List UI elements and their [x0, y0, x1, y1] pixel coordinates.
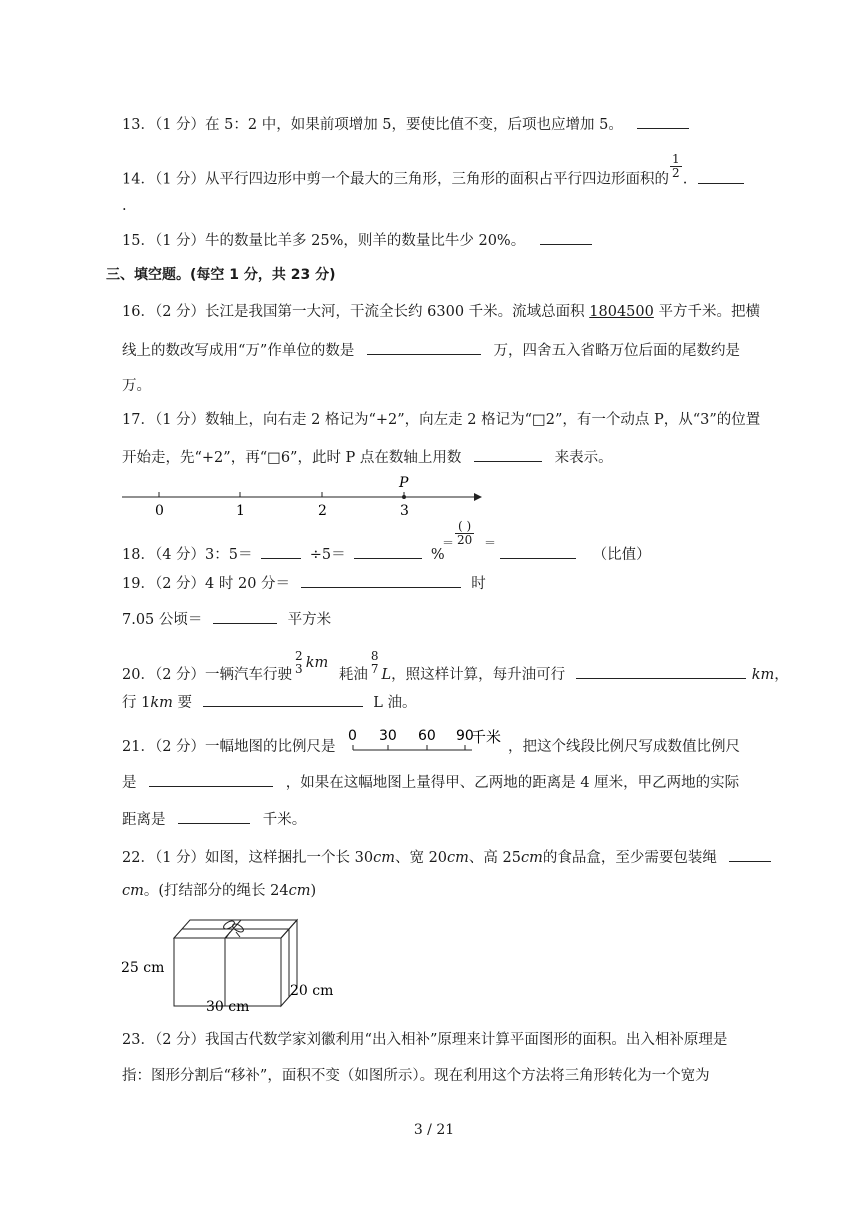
question-13 — [122, 114, 689, 135]
tick-label-1: 1 — [236, 503, 245, 519]
box-width-label: 20 cm — [290, 983, 334, 999]
tick-label-2: 2 — [318, 503, 327, 519]
answer-blank[interactable] — [354, 544, 422, 559]
answer-blank[interactable] — [698, 169, 744, 184]
box-height-label: 25 cm — [121, 960, 165, 976]
question-22-line-1: 22．（1 分）如图，这样捆扎一个长 30cm、宽 20cm、高 25cm的食品盒，至少需要包装绳 — [122, 847, 771, 868]
box-front-face — [174, 938, 281, 1006]
question-22-line-2: cm。(打结部分的绳长 24cm) — [122, 883, 317, 899]
question-19-line-1: 19．（2 分）4 时 20 分＝ 时 — [122, 573, 486, 594]
page-number: 3 / 21 — [413, 1122, 455, 1138]
question-15-text: 15．（1 分）牛的数量比羊多 25%，则羊的数量比牛少 20%。 — [122, 233, 526, 249]
question-15 — [122, 230, 592, 251]
tick-label-0: 0 — [155, 503, 164, 519]
answer-blank[interactable] — [474, 447, 542, 462]
answer-blank[interactable] — [178, 809, 250, 824]
section-heading: 三、填空题。(每空 1 分，共 23 分) — [106, 267, 336, 283]
question-19-line-2: 7.05 公顷＝ 平方米 — [122, 609, 331, 630]
answer-blank[interactable] — [367, 340, 481, 355]
question-21-line-1-tail: ，把这个线段比例尺写成数值比例尺 — [508, 739, 740, 755]
answer-blank[interactable] — [540, 230, 592, 245]
question-21-line-1: 21．（2 分）一幅地图的比例尺是 — [122, 739, 336, 755]
question-14-tail: . — [122, 198, 127, 214]
scale-bar-figure — [342, 723, 512, 763]
answer-blank[interactable] — [203, 692, 363, 707]
number-line-figure — [118, 470, 488, 520]
question-16-line-3: 万。 — [122, 378, 151, 394]
fraction-one-half: $\frac{1}{2}$ — [672, 152, 680, 180]
tick-label-3: 3 — [400, 503, 409, 519]
question-23-line-2: 指：图形分割后“移补”，面积不变（如图所示）。现在利用这个方法将三角形转化为一个宽为 — [122, 1068, 710, 1084]
question-21-line-3: 距离是 千米。 — [122, 809, 306, 830]
answer-blank[interactable] — [729, 847, 771, 862]
question-20-line-2: 行 1km 要 L 油。 — [122, 692, 416, 713]
answer-blank[interactable] — [149, 772, 273, 787]
point-p-marker — [402, 495, 406, 499]
fraction-eight-sevenths: 8 7 — [370, 649, 379, 676]
question-17-line-2: 开始走，先“+2”，再“□6”，此时 P 点在数轴上用数 来表示。 — [122, 447, 613, 468]
answer-blank[interactable] — [637, 114, 689, 129]
question-16-line-1: 16．（2 分）长江是我国第一大河，干流全长约 6300 千米。流域总面积 1804500 平方千米。把横 — [122, 304, 760, 320]
scale-label-30: 30 — [379, 728, 397, 744]
answer-blank[interactable] — [301, 573, 461, 588]
scale-label-90: 90 — [456, 728, 474, 744]
box-length-label: 30 cm — [206, 999, 250, 1015]
question-16-line-2: 线上的数改写成用“万”作单位的数是 万，四舍五入省略万位后面的尾数约是 — [122, 340, 740, 361]
underlined-number: 1804500 — [589, 304, 654, 320]
tied-box-figure — [118, 908, 348, 1018]
answer-blank[interactable] — [261, 544, 301, 559]
question-14: 14．（1 分）从平行四边形中剪一个最大的三角形，三角形的面积占平行四边形面积的 $\frac{1}{2}$ . — [122, 166, 744, 193]
question-20-line-1: 20．（2 分）一辆汽车行驶 2 3 km 耗油 8 7 L，照这样计算，每升油可行 km， — [122, 649, 789, 683]
point-p-label: P — [399, 475, 409, 491]
scale-label-60: 60 — [418, 728, 436, 744]
answer-blank[interactable] — [213, 609, 277, 624]
question-18: 18．（4 分）3：5＝ ÷5＝ % — [122, 544, 445, 565]
question-18-tail: （比值） — [500, 544, 651, 565]
question-17-line-1: 17．（1 分）数轴上，向右走 2 格记为“+2”，向左走 2 格记为“□2”，有一个动点 P，从“3”的位置 — [122, 412, 761, 428]
answer-blank[interactable] — [500, 544, 576, 559]
fraction-two-thirds: 2 3 — [295, 649, 303, 676]
answer-blank[interactable] — [576, 664, 746, 679]
scale-label-0: 0 — [348, 728, 357, 744]
question-21-line-2: 是 ，如果在这幅地图上量得甲、乙两地的距离是 4 厘米，甲乙两地的实际 — [122, 772, 739, 793]
question-14-text: 14．（1 分）从平行四边形中剪一个最大的三角形，三角形的面积占平行四边形面积的 — [122, 171, 670, 188]
question-13-text: 13．（1 分）在 5：2 中，如果前项增加 5，要使比值不变，后项也应增加 5。 — [122, 117, 623, 133]
number-line-arrow — [474, 493, 482, 501]
fraction-blank-over-20: ( ) 20 — [457, 519, 473, 547]
scale-unit-label: 千米 — [471, 728, 502, 746]
question-23-line-1: 23．（2 分）我国古代数学家刘徽利用“出入相补”原理来计算平面图形的面积。出入相补原理是 — [122, 1032, 728, 1048]
